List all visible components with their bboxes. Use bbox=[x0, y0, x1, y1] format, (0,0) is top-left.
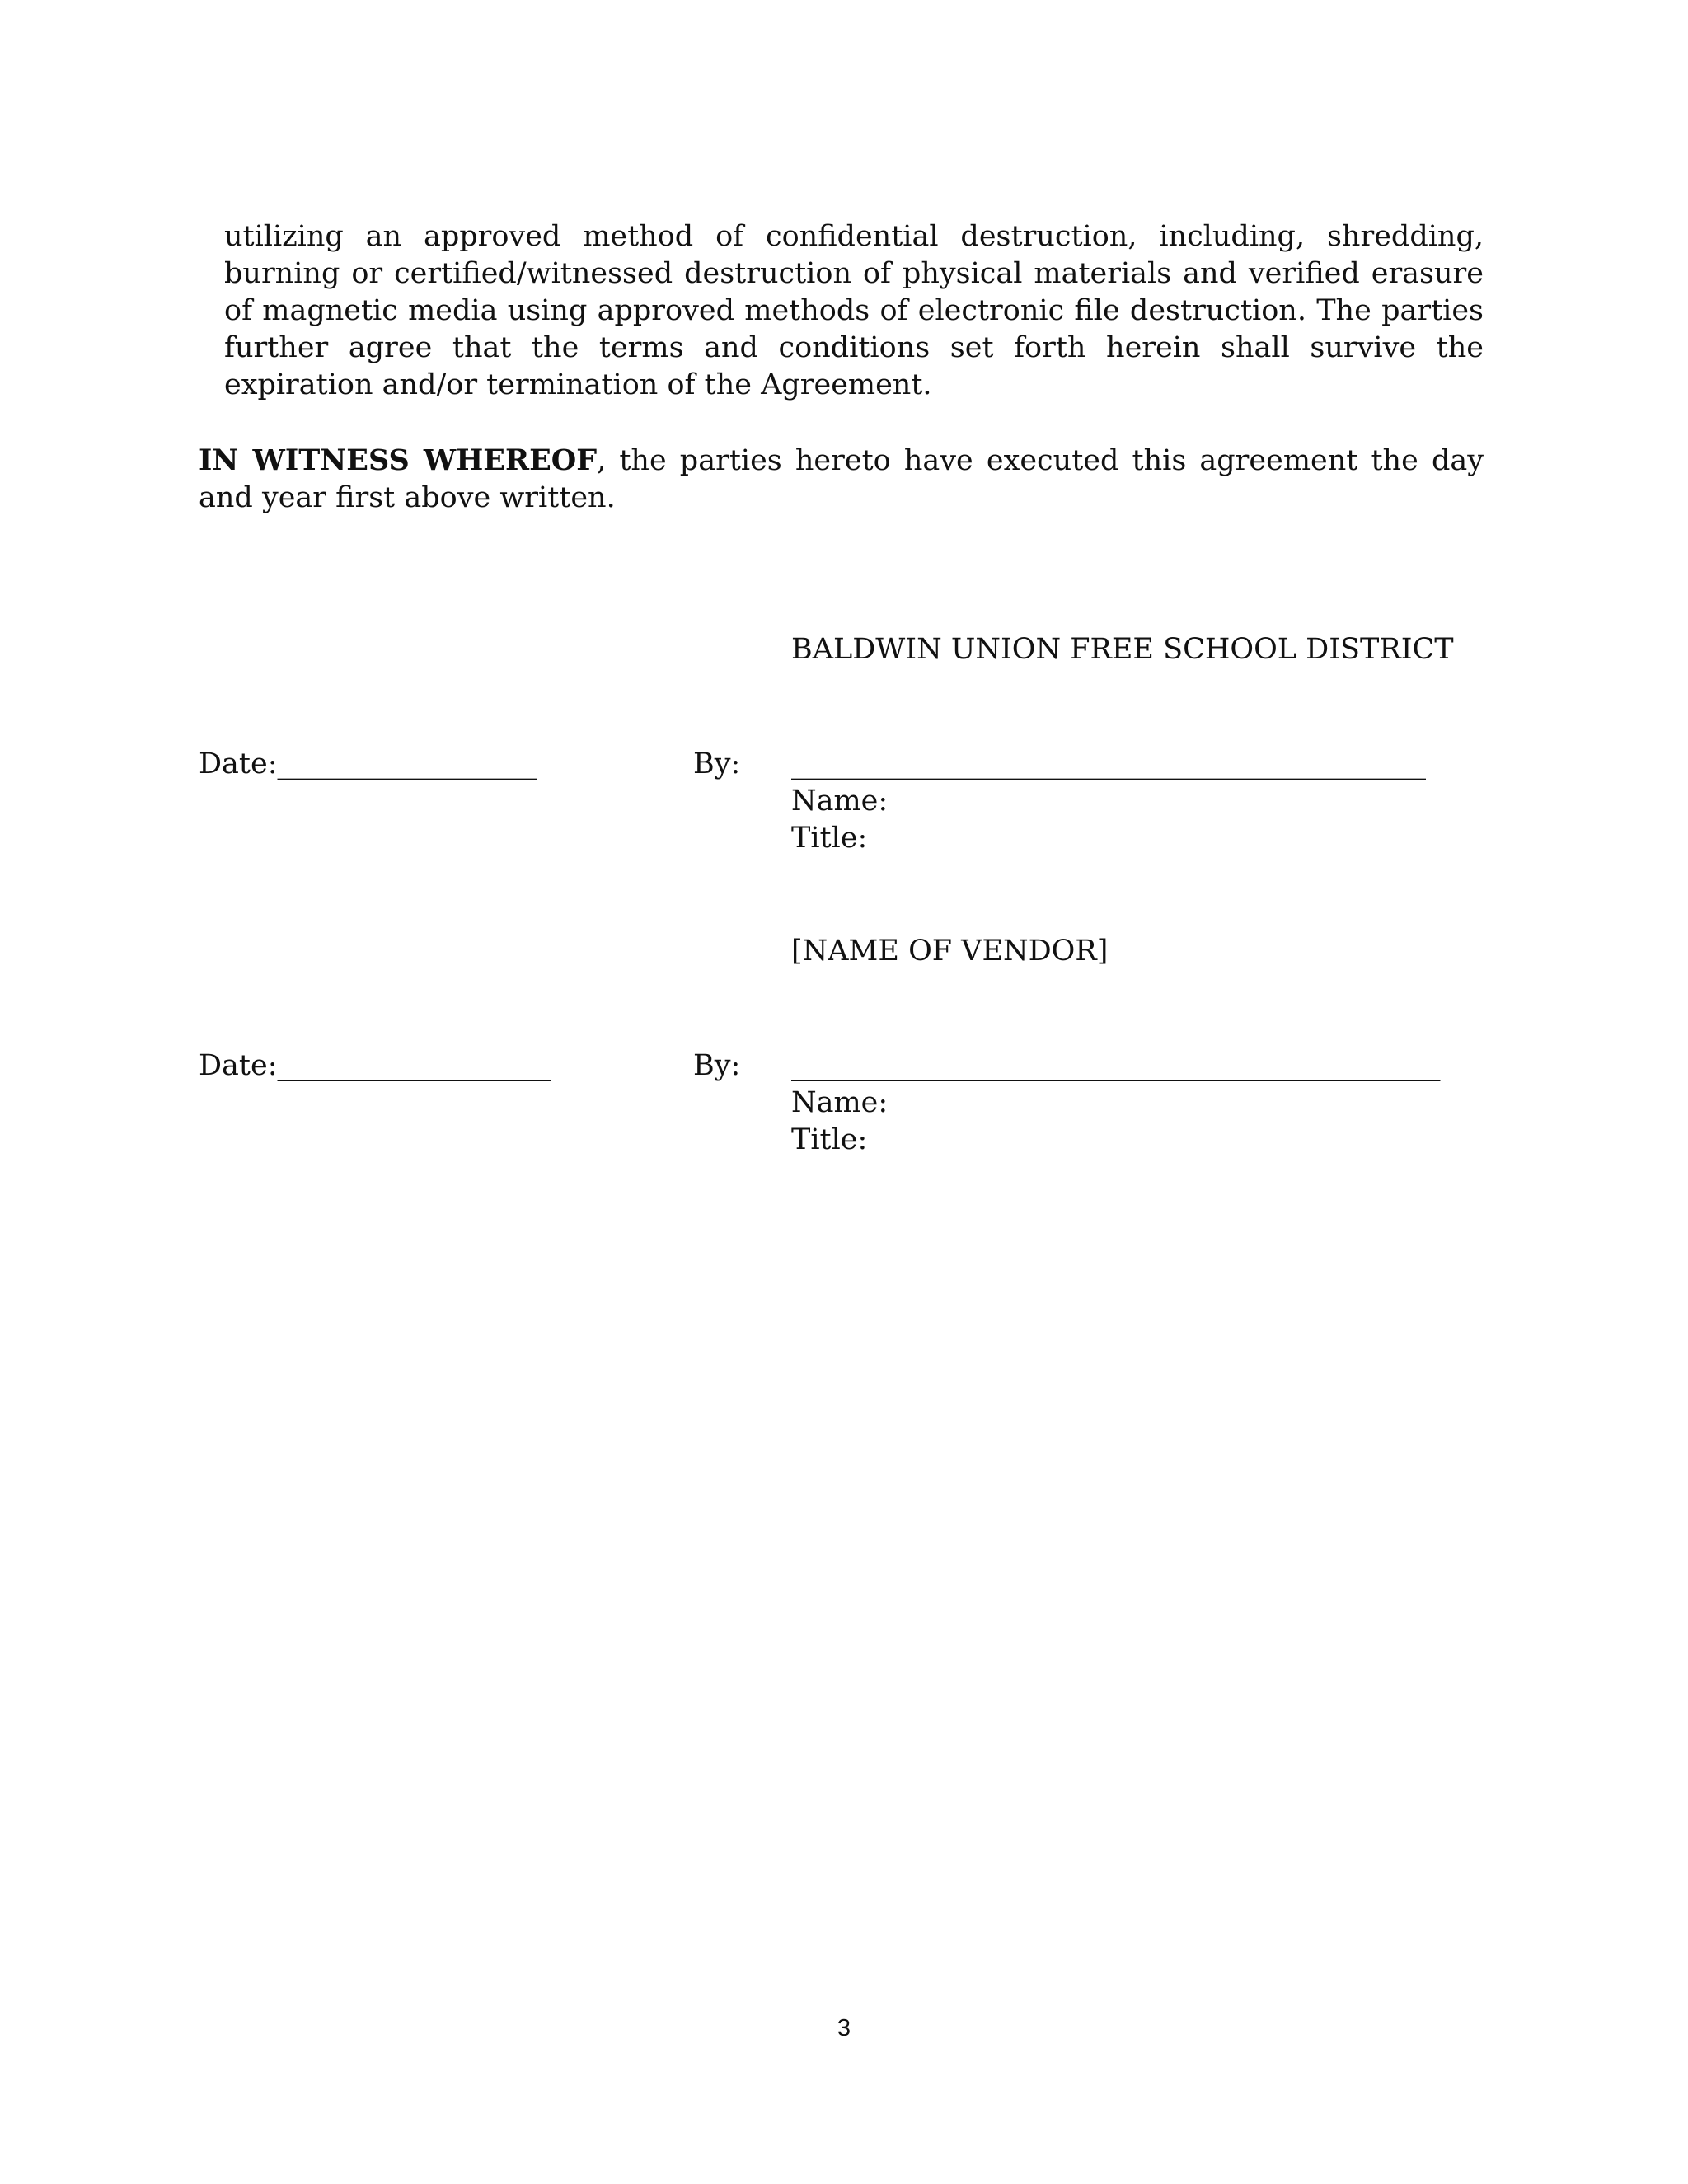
vendor-by-label: By: bbox=[693, 1049, 741, 1082]
witness-text: , the parties hereto have executed this agreement the day and year first above written. bbox=[199, 444, 1484, 514]
district-name: BALDWIN UNION FREE SCHOOL DISTRICT bbox=[791, 633, 1454, 666]
witness-heading: IN WITNESS WHEREOF bbox=[199, 443, 598, 477]
district-signature-line: ____________________________________________ bbox=[791, 748, 1426, 780]
vendor-signature-line: _____________________________________________ bbox=[791, 1049, 1441, 1082]
district-name-label: Name: bbox=[791, 785, 889, 818]
witness-paragraph bbox=[199, 442, 1484, 517]
district-by-label: By: bbox=[693, 748, 741, 780]
district-date-field: Date:__________________ bbox=[199, 748, 537, 780]
vendor-name: [NAME OF VENDOR] bbox=[791, 935, 1109, 968]
district-title-label: Title: bbox=[791, 822, 868, 855]
page-number: 3 bbox=[837, 2015, 851, 2041]
vendor-date-field: Date:___________________ bbox=[199, 1049, 551, 1082]
closing-paragraph: utilizing an approved method of confidential destruction, including, shredding, burning or certified/witnessed destruction of physical materials and verified erasure of magnetic media using approved methods of electronic file destruction. The parties further agree that the terms and conditions set forth herein shall survive the expiration and/or termination of the Agreement. bbox=[224, 220, 1484, 401]
vendor-title-label: Title: bbox=[791, 1123, 868, 1156]
vendor-name-label: Name: bbox=[791, 1086, 889, 1119]
